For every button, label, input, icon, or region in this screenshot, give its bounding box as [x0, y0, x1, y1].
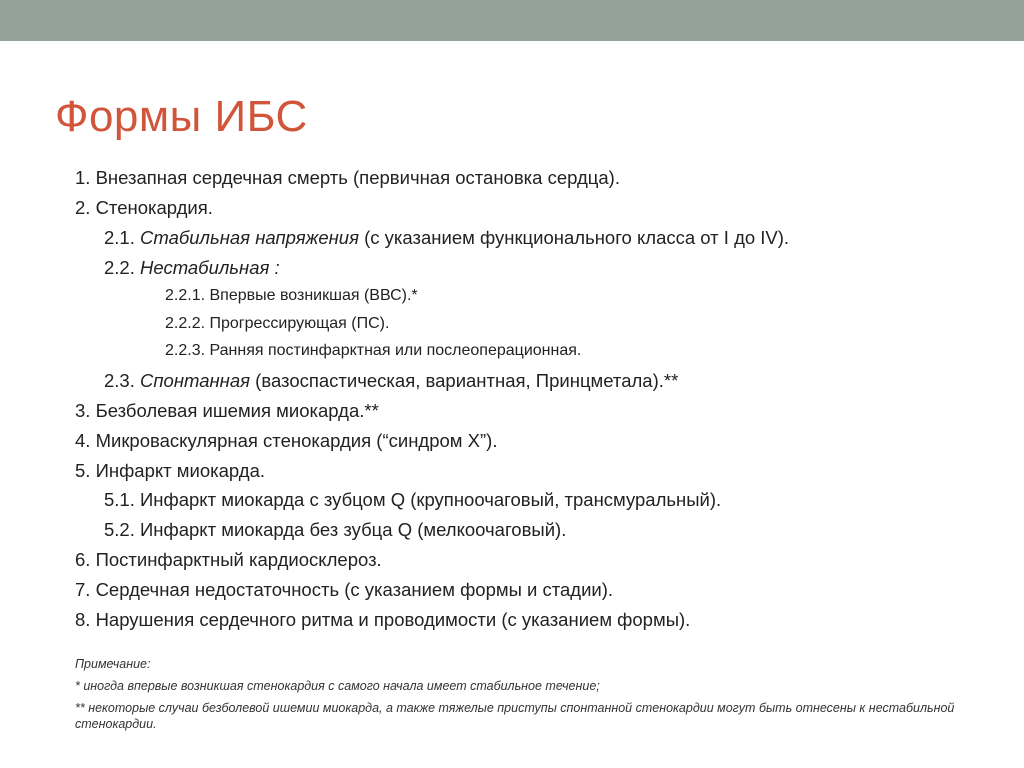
slide-title: Формы ИБС — [55, 92, 308, 141]
item-number: 2.2. — [104, 257, 140, 278]
item-number: 2.1. — [104, 227, 140, 248]
list-item — [104, 227, 789, 249]
list-item: 2.2.1. Впервые возникшая (ВВС).* — [165, 287, 418, 304]
note-heading: Примечание: — [75, 657, 151, 671]
list-item: 6. Постинфарктный кардиосклероз. — [75, 549, 382, 570]
list-item: 7. Сердечная недостаточность (с указанием формы и стадии). — [75, 579, 614, 600]
list-item: 5.2. Инфаркт миокарда без зубца Q (мелкоочаговый). — [104, 519, 567, 540]
item-rest: (вазоспастическая, вариантная, Принцметала).** — [250, 370, 679, 391]
list-item — [104, 257, 280, 279]
list-item — [104, 370, 678, 392]
list-item: 2.2.2. Прогрессирующая (ПС). — [165, 315, 390, 332]
item-rest: (с указанием функционального класса от I до IV). — [358, 227, 790, 248]
list-item: 1. Внезапная сердечная смерть (первичная остановка сердца). — [75, 167, 620, 188]
list-item: 2.2.3. Ранняя постинфарктная или послеоперационная. — [165, 342, 582, 359]
note-text: * иногда впервые возникшая стенокардия с самого начала имеет стабильное течение; — [75, 679, 600, 693]
item-number: 2.3. — [104, 370, 140, 391]
list-item: 5. Инфаркт миокарда. — [75, 460, 266, 481]
note-text: ** некоторые случаи безболевой ишемии миокарда, а также тяжелые приступы спонтанной стенокардии могут быть отнесены к нестабильной стенокардии. — [75, 701, 955, 731]
list-item: 8. Нарушения сердечного ритма и проводимости (с указанием формы). — [75, 609, 691, 630]
list-item: 5.1. Инфаркт миокарда с зубцом Q (крупноочаговый, трансмуральный). — [104, 489, 722, 510]
top-banner — [0, 0, 1024, 41]
item-emphasis: Спонтанная — [140, 370, 251, 391]
list-item: 4. Микроваскулярная стенокардия (“синдром Х”). — [75, 430, 498, 451]
item-emphasis: Стабильная напряжения — [140, 227, 359, 248]
list-item: 3. Безболевая ишемия миокарда.** — [75, 400, 379, 421]
item-emphasis: Нестабильная : — [140, 257, 280, 278]
list-item: 2. Стенокардия. — [75, 197, 213, 218]
